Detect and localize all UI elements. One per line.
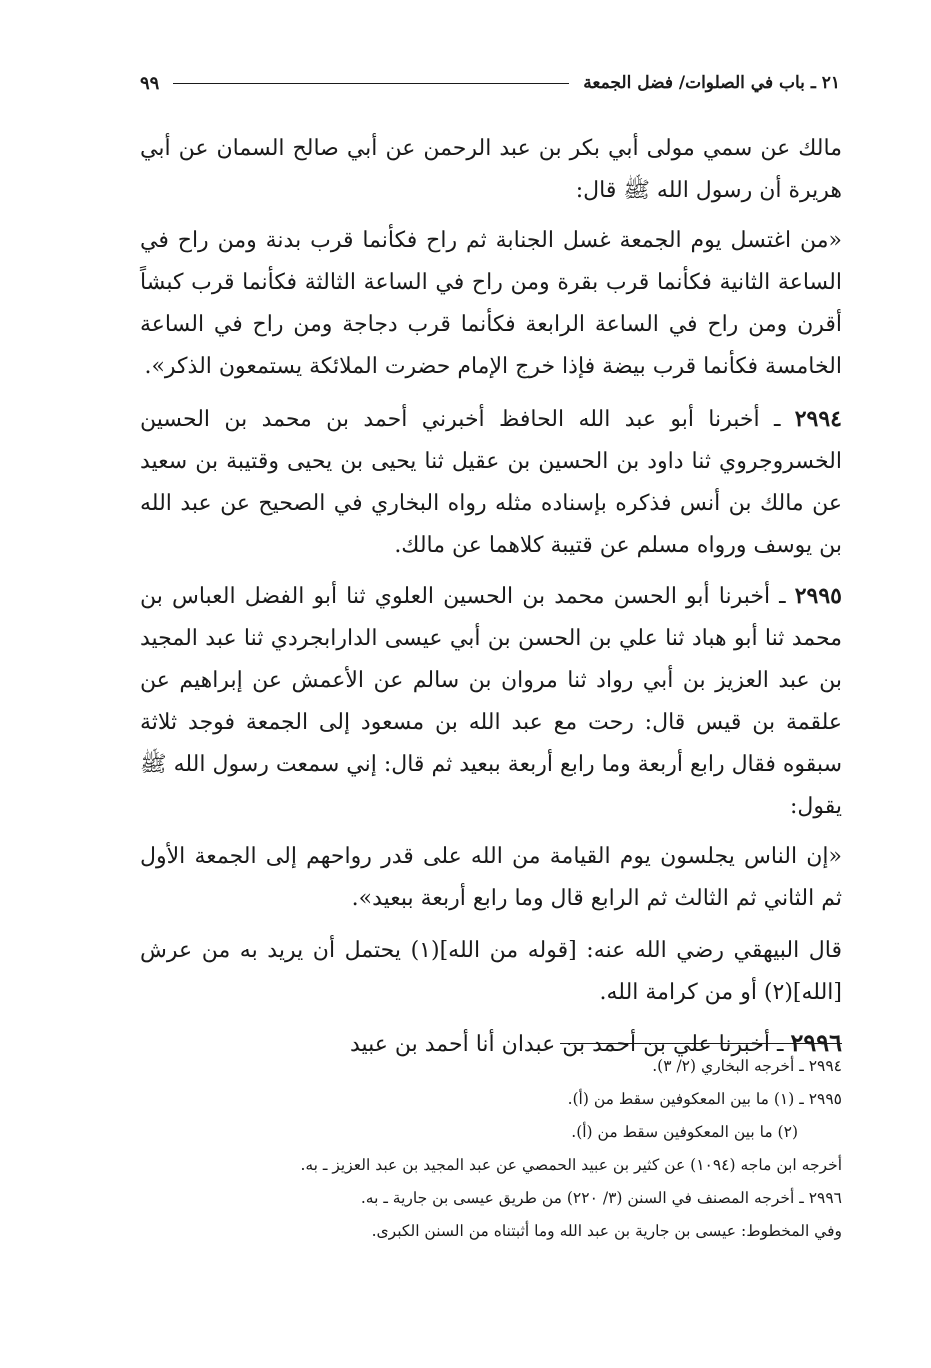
chapter-title: ٢١ ـ باب في الصلوات/ فضل الجمعة	[583, 73, 840, 93]
paragraph-hadith-jumuah: «إن الناس يجلسون يوم القيامة من الله على قدر رواحهم إلى الجمعة الأول ثم الثاني ثم الثالث ثم الرابع قال وما رابع أربعة ببعيد».	[140, 844, 842, 911]
paragraph-bayhaqi-comment: قال البيهقي رضي الله عنه: [قوله من الله](١) يحتمل أن يريد به من عرش [الله](٢) أو من كرامة الله.	[140, 938, 843, 1005]
running-header	[140, 68, 840, 98]
footnotes	[140, 1050, 842, 1248]
paragraph-2994-text: ـ أخبرنا أبو عبد الله الحافظ أخبرني أحمد بن محمد بن الحسين الخسروجروي ثنا داود بن الحسين بن عقيل ثنا يحيى بن يحيى وقتيبة بن سعيد عن مالك بن أنس فذكره بإسناده مثله رواه البخاري في الصحيح عن عبد الله بن يوسف ورواه مسلم عن قتيبة كلاهما عن مالك.	[140, 407, 842, 558]
footnote-2996: ٢٩٩٦ ـ أخرجه المصنف في السنن (٣/ ٢٢٠) من طريق عيسى بن جارية ـ به.	[360, 1189, 842, 1207]
paragraph-hadith-ghusl: «من اغتسل يوم الجمعة غسل الجنابة ثم راح فكأنما قرب بدنة ومن راح في الساعة الثانية فكأنما قرب بقرة ومن راح في الساعة الثالثة فكأنما قرب كبشاً أقرن ومن راح في الساعة الرابعة فكأنما قرب دجاجة ومن راح في الساعة الخامسة فكأنما قرب بيضة فإذا خرج الإمام حضرت الملائكة يستمعون الذكر».	[140, 228, 842, 379]
footnote-separator	[560, 1043, 842, 1044]
paragraph-2995	[140, 575, 842, 828]
footnote-2996-manuscript: وفي المخطوط: عيسى بن جارية بن عبد الله وما أثبتناه من السنن الكبرى.	[371, 1222, 842, 1240]
paragraph-2996-text: ـ أخبرنا علي بن أحمد بن عبدان أنا أحمد بن عبيد	[349, 1032, 784, 1057]
footnote-2995-ibn-majah: أخرجه ابن ماجه (١٠٩٤) عن كثير بن عبيد الحمصي عن عبد المجيد بن عبد العزيز ـ به.	[300, 1156, 842, 1174]
hadith-number-2995: ٢٩٩٥	[794, 583, 842, 609]
page-number: ٩٩	[140, 72, 160, 94]
hadith-number-2996: ٢٩٩٦	[790, 1028, 842, 1057]
paragraph-2994	[140, 398, 842, 567]
hadith-number-2994: ٢٩٩٤	[794, 406, 842, 432]
header-rule	[173, 83, 569, 84]
footnote-2995-1: ٢٩٩٥ ـ (١) ما بين المعكوفين سقط من (أ).	[567, 1090, 842, 1108]
main-text	[140, 128, 842, 1066]
footnote-2994: ٢٩٩٤ ـ أخرجه البخاري (٢/ ٣).	[652, 1057, 842, 1075]
footnote-2995-2: (٢) ما بين المعكوفين سقط من (أ).	[571, 1123, 798, 1141]
paragraph-isnad-malik: مالك عن سمي مولى أبي بكر بن عبد الرحمن عن أبي صالح السمان عن أبي هريرة أن رسول الله ﷺ قال:	[140, 136, 842, 203]
paragraph-2995-text: ـ أخبرنا أبو الحسن محمد بن الحسين العلوي ثنا أبو الفضل العباس بن محمد ثنا أبو هباد ثنا علي بن الحسن بن أبي عيسى الدارابجردي ثنا عبد المجيد بن عبد العزيز بن أبي رواد ثنا مروان بن سالم عن الأعمش عن إبراهيم عن علقمة بن قيس قال: رحت مع عبد الله بن مسعود إلى الجمعة فوجد ثلاثة سبقوه فقال رابع أربعة وما رابع أربعة ببعيد ثم قال: إني سمعت رسول الله ﷺ يقول:	[140, 584, 842, 819]
